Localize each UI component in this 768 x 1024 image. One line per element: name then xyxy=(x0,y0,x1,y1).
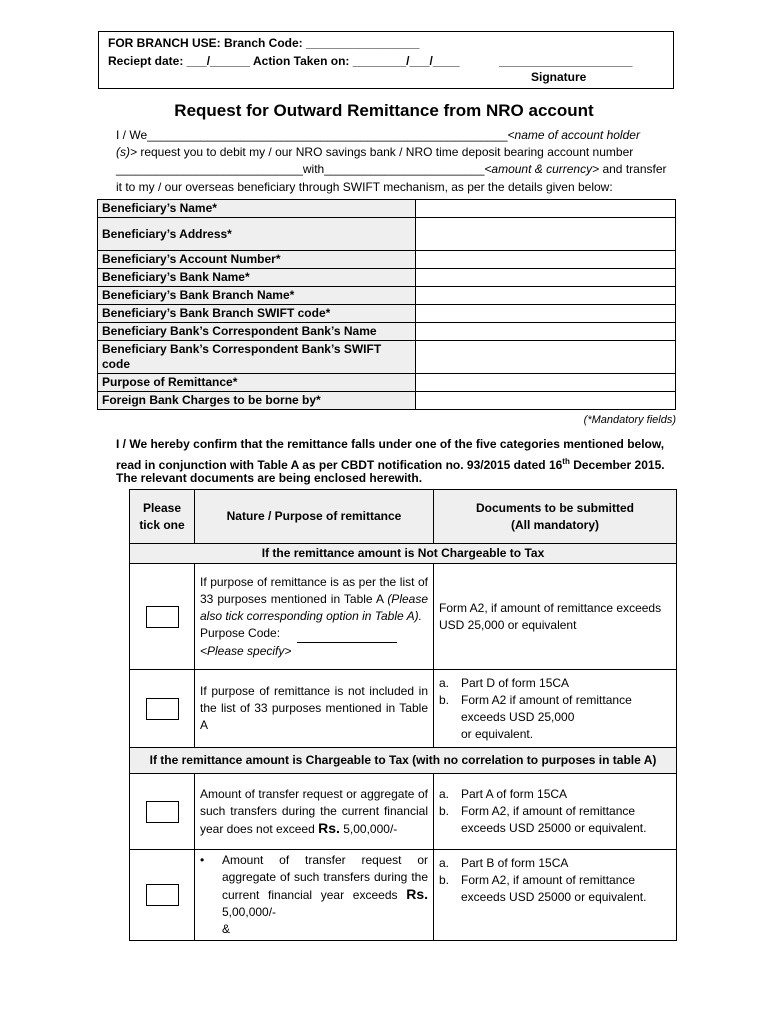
tick-cell xyxy=(130,774,195,850)
tick-cell xyxy=(130,850,195,941)
page-title: Request for Outward Remittance from NRO account xyxy=(174,101,594,120)
bullet: • xyxy=(200,853,205,867)
mandatory-note: (*Mandatory fields) xyxy=(583,414,676,426)
field-label: Foreign Bank Charges to be borne by* xyxy=(98,392,416,410)
table-row xyxy=(98,218,676,251)
table-row xyxy=(130,670,677,748)
section-chargeable: If the remittance amount is Chargeable to Tax (with no correlation to purposes in table A) xyxy=(130,748,677,774)
intro-line-1: I / We______________________________________________________<name of account holder xyxy=(116,128,640,142)
beneficiary-details-table xyxy=(97,199,676,410)
table-row xyxy=(130,850,677,941)
tick-checkbox-3[interactable] xyxy=(146,801,179,823)
beneficiary-name-input[interactable] xyxy=(416,200,676,218)
intro-line-3: ____________________________with________________________<amount & currency> and transfer xyxy=(116,162,667,176)
purpose-code-line[interactable] xyxy=(297,625,397,643)
table-row xyxy=(98,200,676,218)
correspondent-bank-swift-input[interactable] xyxy=(416,341,676,374)
branch-use-box xyxy=(98,31,674,89)
table-row xyxy=(98,251,676,269)
intro-line-4: it to my / our overseas beneficiary through SWIFT mechanism, as per the details given below: xyxy=(116,180,613,194)
docs-cell: a. Part D of form 15CA b. Form A2 if amount of remittance exceeds USD 25,000 or equivalent. xyxy=(434,670,677,748)
field-label: Beneficiary’s Account Number* xyxy=(98,251,416,269)
table-row xyxy=(130,774,677,850)
signature-line: ____________________ xyxy=(499,54,633,68)
beneficiary-address-input[interactable] xyxy=(416,218,676,251)
field-label: Beneficiary’s Name* xyxy=(98,200,416,218)
signature-label: Signature xyxy=(531,70,587,84)
section-row xyxy=(130,748,677,774)
purpose-input[interactable] xyxy=(416,374,676,392)
docs-cell: a. Part B of form 15CA b. Form A2, if amount of remittance exceeds USD 25000 or equivalent. xyxy=(434,850,677,941)
beneficiary-swift-input[interactable] xyxy=(416,305,676,323)
field-label: Beneficiary Bank’s Correspondent Bank’s SWIFT code xyxy=(98,341,416,374)
table-header-row xyxy=(130,490,677,544)
field-label: Beneficiary’s Bank Name* xyxy=(98,269,416,287)
header-docs: Documents to be submitted (All mandatory) xyxy=(434,490,677,544)
nature-cell: Amount of transfer request or aggregate of such transfers during the current financial year does not exceed Rs. 5,00,000/- xyxy=(195,774,434,850)
field-label: Beneficiary’s Address* xyxy=(98,218,416,251)
section-row xyxy=(130,544,677,564)
tick-checkbox-2[interactable] xyxy=(146,698,179,720)
table-row xyxy=(98,392,676,410)
beneficiary-branch-name-input[interactable] xyxy=(416,287,676,305)
receipt-date-line: Reciept date: ___/______ Action Taken on: ________/___/____ xyxy=(108,54,460,68)
correspondent-bank-name-input[interactable] xyxy=(416,323,676,341)
confirm-line-3: The relevant documents are being enclosed herewith. xyxy=(116,471,423,485)
nature-cell: If purpose of remittance is as per the list of 33 purposes mentioned in Table A (Please also tick corresponding option in Table A). Purpose Code: <Please specify> xyxy=(195,564,434,670)
table-row xyxy=(98,341,676,374)
confirm-line-2: read in conjunction with Table A as per CBDT notification no. 93/2015 dated 16th December 2015. xyxy=(116,457,665,472)
beneficiary-account-input[interactable] xyxy=(416,251,676,269)
tick-cell xyxy=(130,564,195,670)
nature-cell: • Amount of transfer request or aggregate of such transfers during the current financial year exceeds Rs. 5,00,000/- & xyxy=(195,850,434,941)
table-row xyxy=(98,269,676,287)
table-row xyxy=(98,374,676,392)
field-label: Beneficiary’s Bank Branch SWIFT code* xyxy=(98,305,416,323)
section-not-chargeable: If the remittance amount is Not Chargeable to Tax xyxy=(130,544,677,564)
tick-checkbox-4[interactable] xyxy=(146,884,179,906)
header-tick: Please tick one xyxy=(130,490,195,544)
intro-line-2: (s)> request you to debit my / our NRO savings bank / NRO time deposit bearing account number xyxy=(116,145,634,159)
beneficiary-bank-name-input[interactable] xyxy=(416,269,676,287)
docs-cell: Form A2, if amount of remittance exceeds USD 25,000 or equivalent xyxy=(434,564,677,670)
table-row xyxy=(98,305,676,323)
header-nature: Nature / Purpose of remittance xyxy=(195,490,434,544)
remittance-category-table xyxy=(129,489,677,941)
field-label: Purpose of Remittance* xyxy=(98,374,416,392)
branch-code-line: FOR BRANCH USE: Branch Code: _________________ xyxy=(108,36,420,50)
table-row xyxy=(98,323,676,341)
field-label: Beneficiary’s Bank Branch Name* xyxy=(98,287,416,305)
tick-checkbox-1[interactable] xyxy=(146,606,179,628)
docs-cell: a. Part A of form 15CA b. Form A2, if amount of remittance exceeds USD 25000 or equivalent. xyxy=(434,774,677,850)
field-label: Beneficiary Bank’s Correspondent Bank’s Name xyxy=(98,323,416,341)
table-row xyxy=(98,287,676,305)
nature-cell: If purpose of remittance is not included in the list of 33 purposes mentioned in Table A xyxy=(195,670,434,748)
tick-cell xyxy=(130,670,195,748)
confirm-line-1: I / We hereby confirm that the remittance falls under one of the five categories mentioned below, xyxy=(116,437,665,451)
foreign-charges-input[interactable] xyxy=(416,392,676,410)
table-row xyxy=(130,564,677,670)
